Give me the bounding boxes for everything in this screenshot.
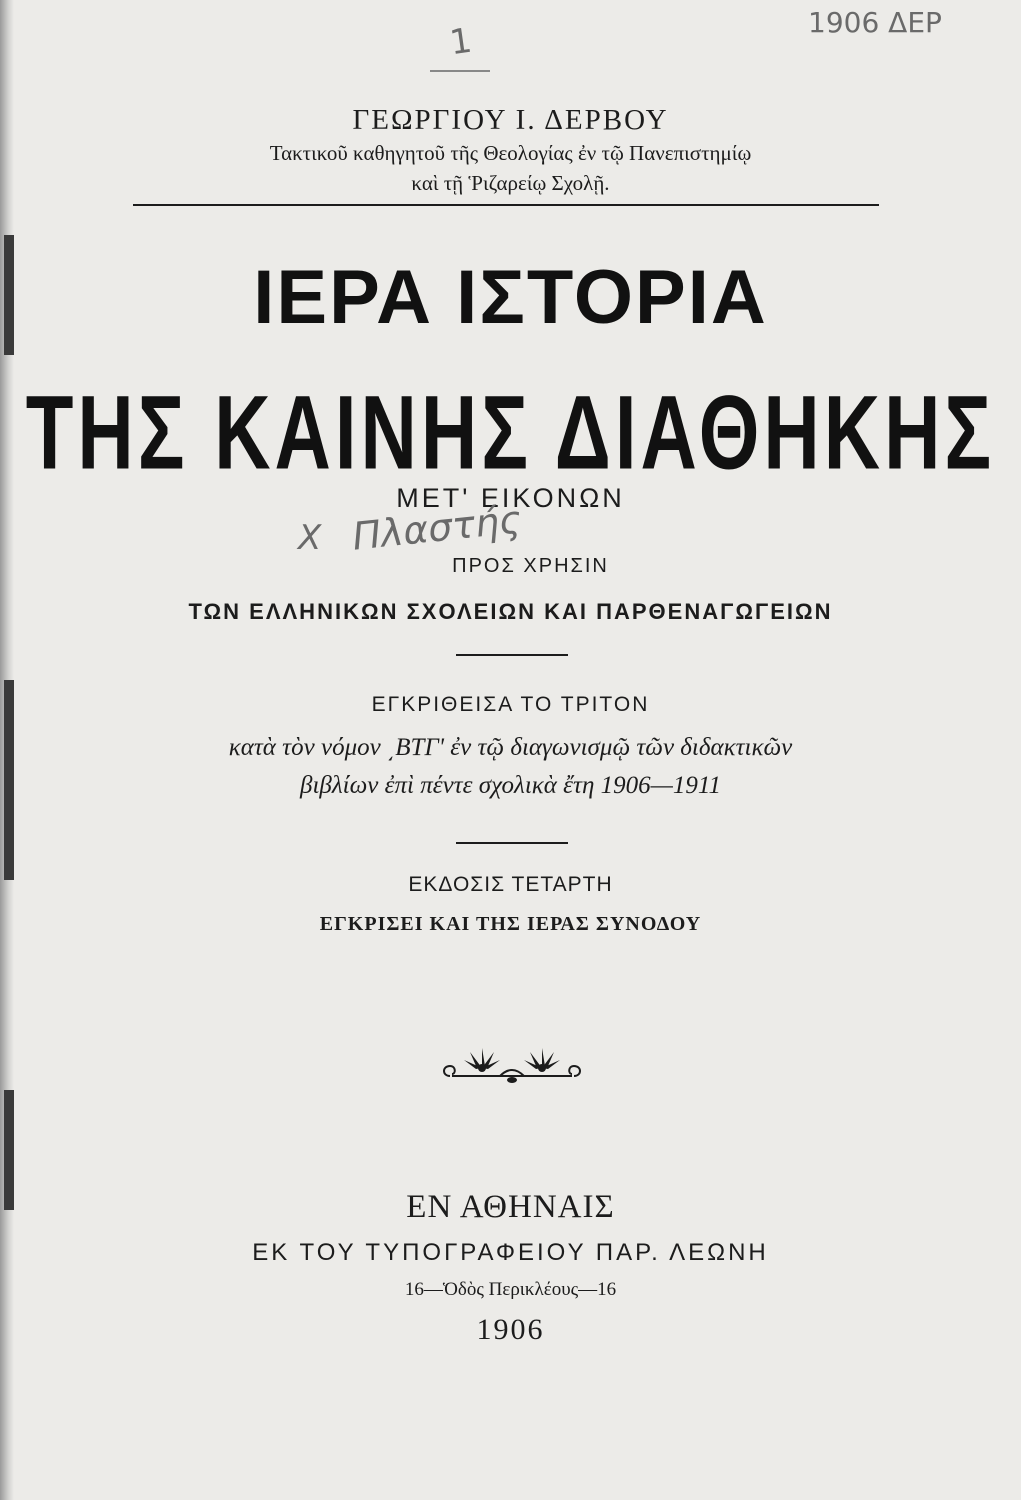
title-line1: ΙΕΡΑ ΙΣΤΟΡΙΑ [253,255,768,340]
imprint-city: ΕΝ ΑΘΗΝΑΙΣ [406,1189,615,1225]
use-for-line: ΠΡΟΣ ΧΡΗΣΙΝ [452,555,609,577]
imprint-address: 16—Ὁδὸς Περικλέους—16 [404,1279,617,1300]
section-divider [456,654,568,656]
approval-line2: βιβλίων ἐπὶ πέντε σχολικὰ ἔτη 1906—1911 [300,772,721,799]
subtitle-with-images: ΜΕΤ' ΕΙΚΟΝΩΝ [396,483,625,513]
palmette-ornament-icon [440,1046,584,1088]
approval-heading: ΕΓΚΡΙΘΕΙΣΑ ΤΟ ΤΡΙΤΟΝ [371,693,650,716]
edition-line1: ΕΚΔΟΣΙΣ ΤΕΤΑΡΤΗ [408,873,613,896]
section-divider [456,842,568,844]
schools-line: ΤΩΝ ΕΛΛΗΝΙΚΩΝ ΣΧΟΛΕΙΩΝ ΚΑΙ ΠΑΡΘΕΝΑΓΩΓΕΙΩΝ [188,599,833,624]
edition-line2: ΕΓΚΡΙΣΕΙ ΚΑΙ ΤΗΣ ΙΕΡΑΣ ΣΥΝΟΔΟΥ [319,913,702,935]
pencil-note: Πλαστής [350,497,524,559]
imprint-printer: ΕΚ ΤΟΥ ΤΥΠΟΓΡΑΦΕΙΟΥ ΠΑΡ. ΛΕΩΝΗ [252,1239,769,1266]
imprint-year: 1906 [476,1313,545,1346]
approval-line1: κατὰ τὸν νόμον ͵ΒΤΓ' ἐν τῷ διαγωνισμῷ τῶν διδακτικῶν [228,734,793,761]
handwritten-underline [430,70,490,72]
title-line2: ΤΗΣ ΚΑΙΝΗΣ ΔΙΑΘΗΚΗΣ [25,372,996,492]
pencil-note-mark: Χ [298,518,322,558]
header-rule [133,204,879,206]
handwritten-catalog-code: 1906 ΔΕΡ [808,6,942,39]
author-position-line2: καὶ τῇ Ῥιζαρείῳ Σχολῇ. [411,171,610,195]
author-name: ΓΕΩΡΓΙΟΥ Ι. ΔΕΡΒΟΥ [352,104,669,136]
author-position-line1: Τακτικοῦ καθηγητοῦ τῆς Θεολογίας ἐν τῷ Πανεπιστημίῳ [269,141,752,165]
handwritten-page-mark: 1 [447,20,475,64]
